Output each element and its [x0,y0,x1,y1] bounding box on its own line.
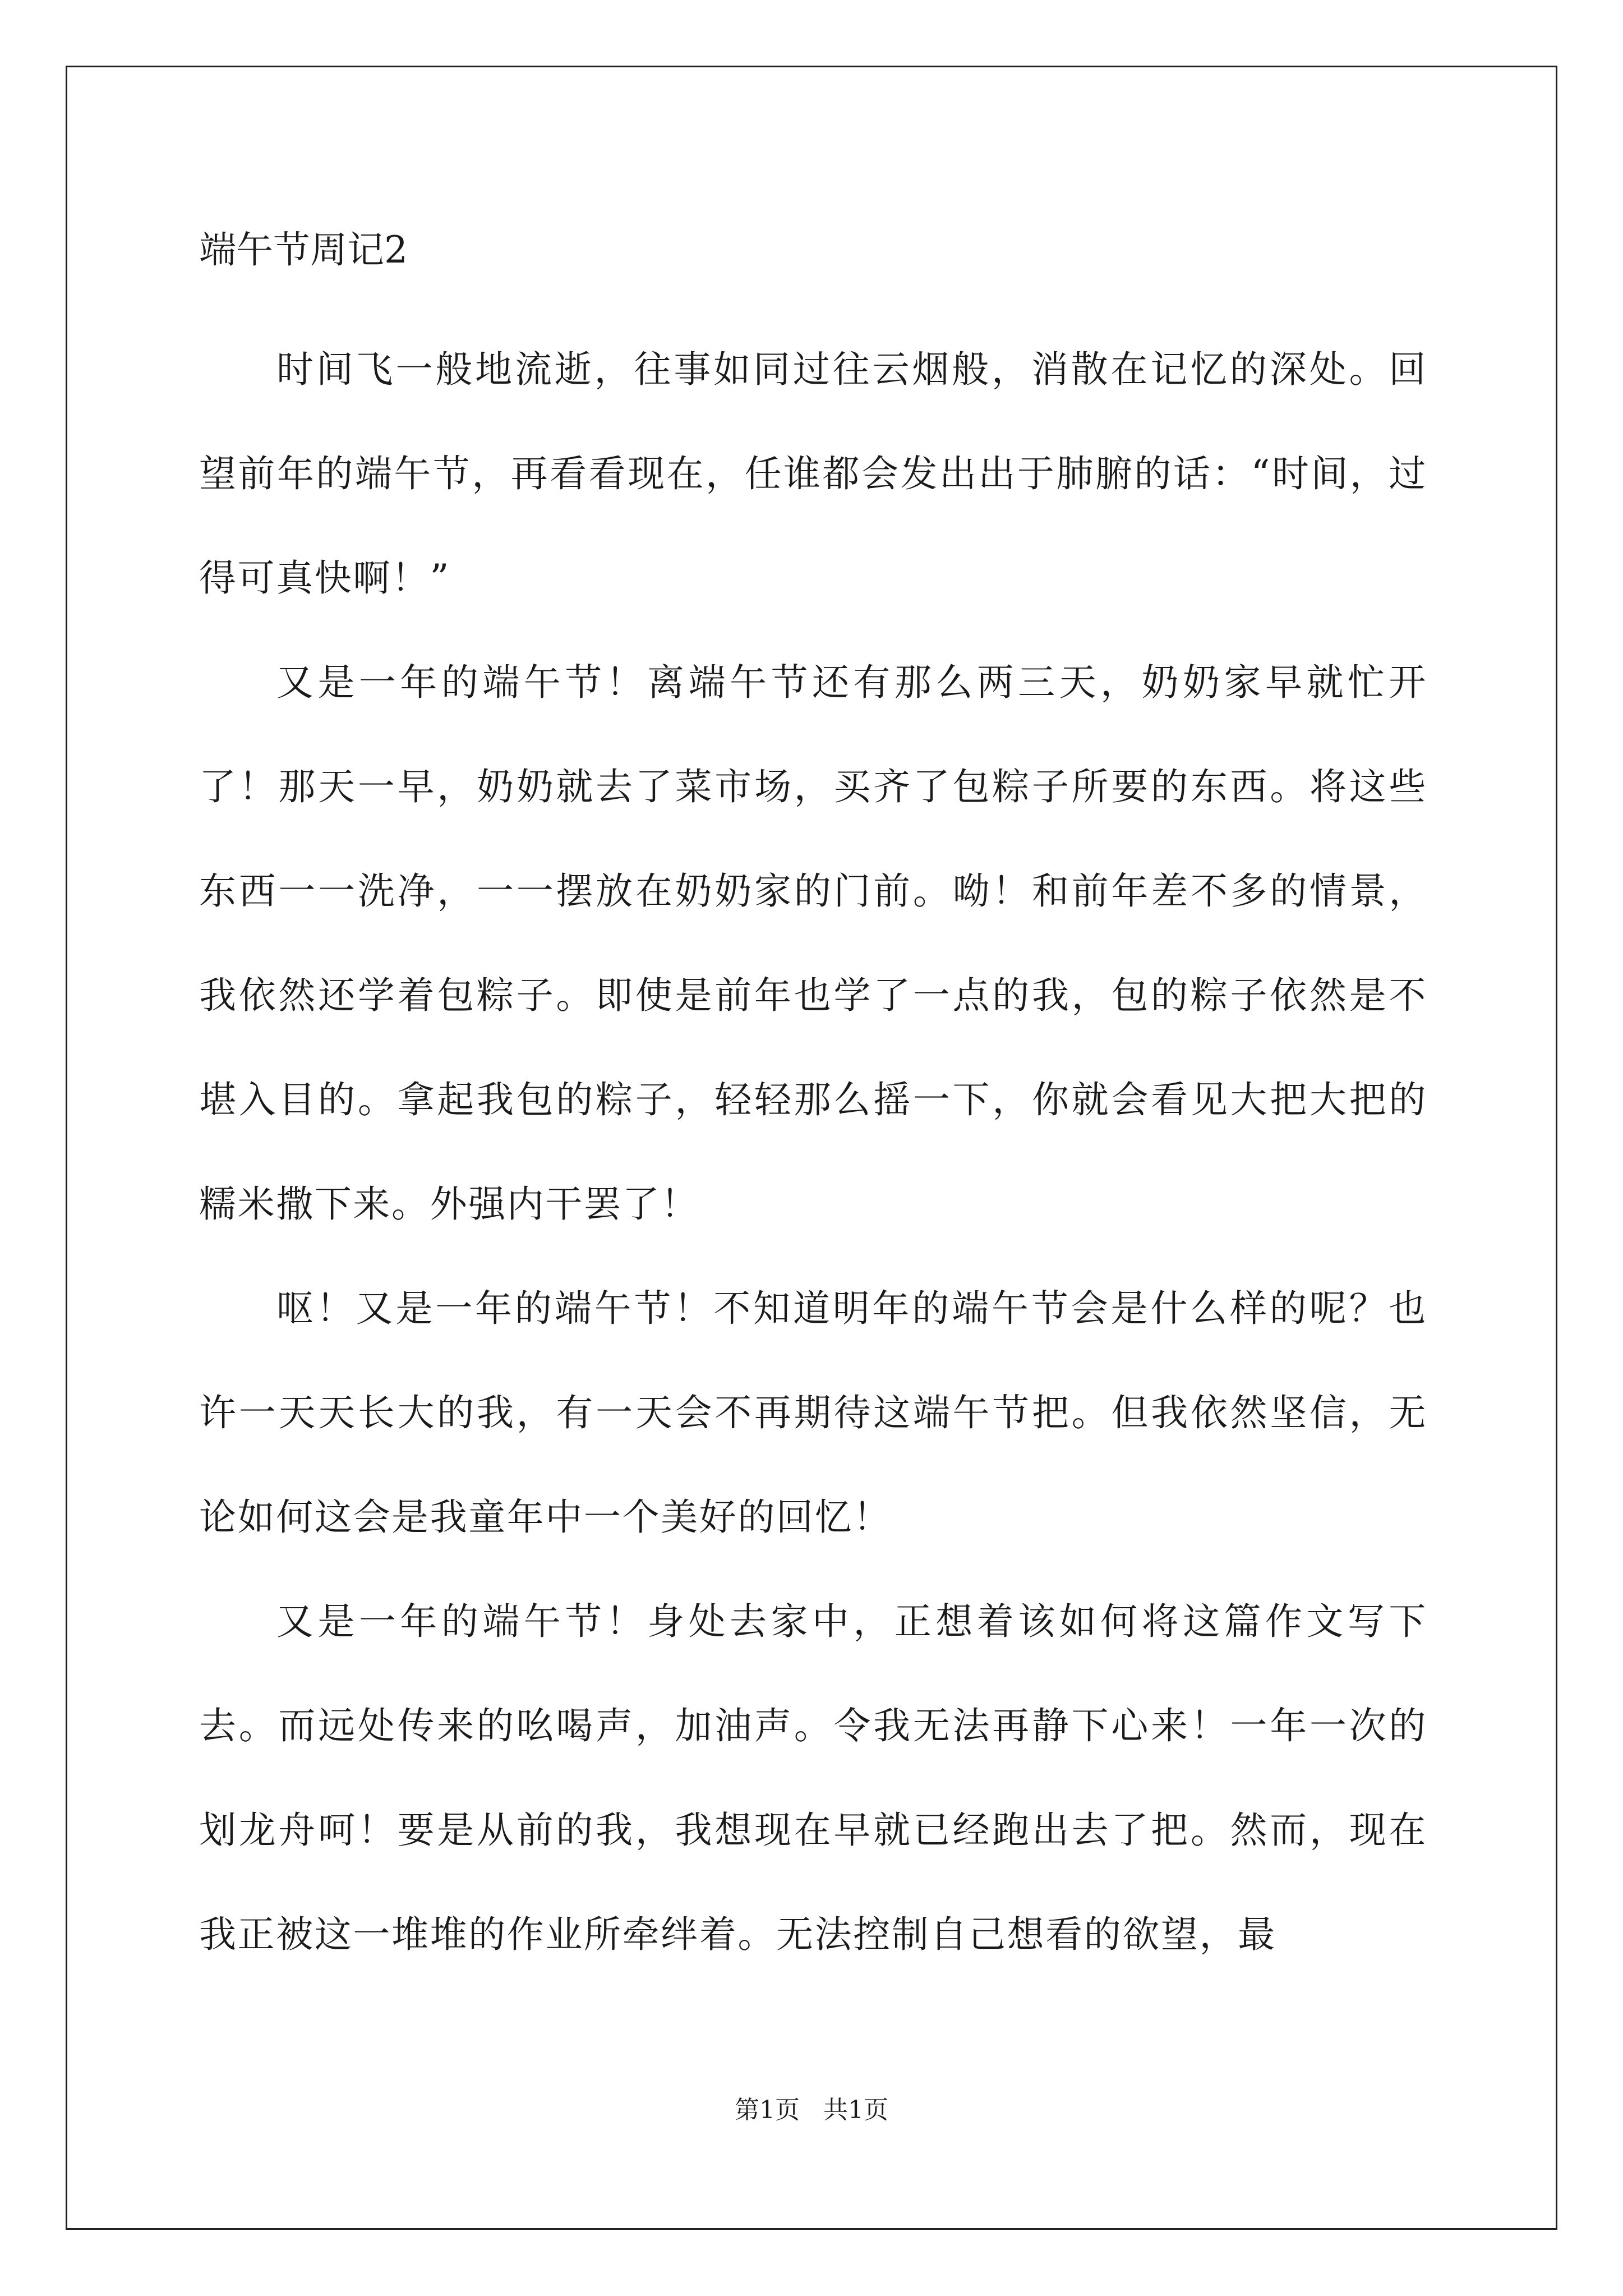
paragraph-3: 呕！又是一年的端午节！不知道明年的端午节会是什么样的呢？也许一天天长大的我，有一天会不再期待这端午节把。但我依然坚信，无论如何这会是我童年中一个美好的回忆！ [199,1287,1427,1539]
paragraph-2: 又是一年的端午节！离端午节还有那么两三天，奶奶家早就忙开了！那天一早，奶奶就去了菜市场，买齐了包粽子所要的东西。将这些东西一一洗净，一一摆放在奶奶家的门前。呦！和前年差不多的情景，我依然还学着包粽子。即使是前年也学了一点的我，包的粽子依然是不堪入目的。拿起我包的粽子，轻轻那么摇一下，你就会看见大把大把的糯米撒下来。外强内干罢了！ [199,661,1427,1226]
paragraph-4: 又是一年的端午节！身处去家中，正想着该如何将这篇作文写下去。而远处传来的吆喝声，加油声。令我无法再静下心来！一年一次的划龙舟呵！要是从前的我，我想现在早就已经跑出去了把。然而，现在我正被这一堆堆的作业所牵绊着。无法控制自己想看的欲望，最 [199,1600,1427,1956]
paragraph-1: 时间飞一般地流逝，往事如同过往云烟般，消散在记忆的深处。回望前年的端午节，再看看现在，任谁都会发出出于肺腑的话：“时间，过得可真快啊！” [199,348,1427,600]
document-title: 端午节周记2 [199,228,408,272]
document-body [199,213,1427,1987]
page-number-footer: 第1页 共1页 [735,2096,888,2124]
